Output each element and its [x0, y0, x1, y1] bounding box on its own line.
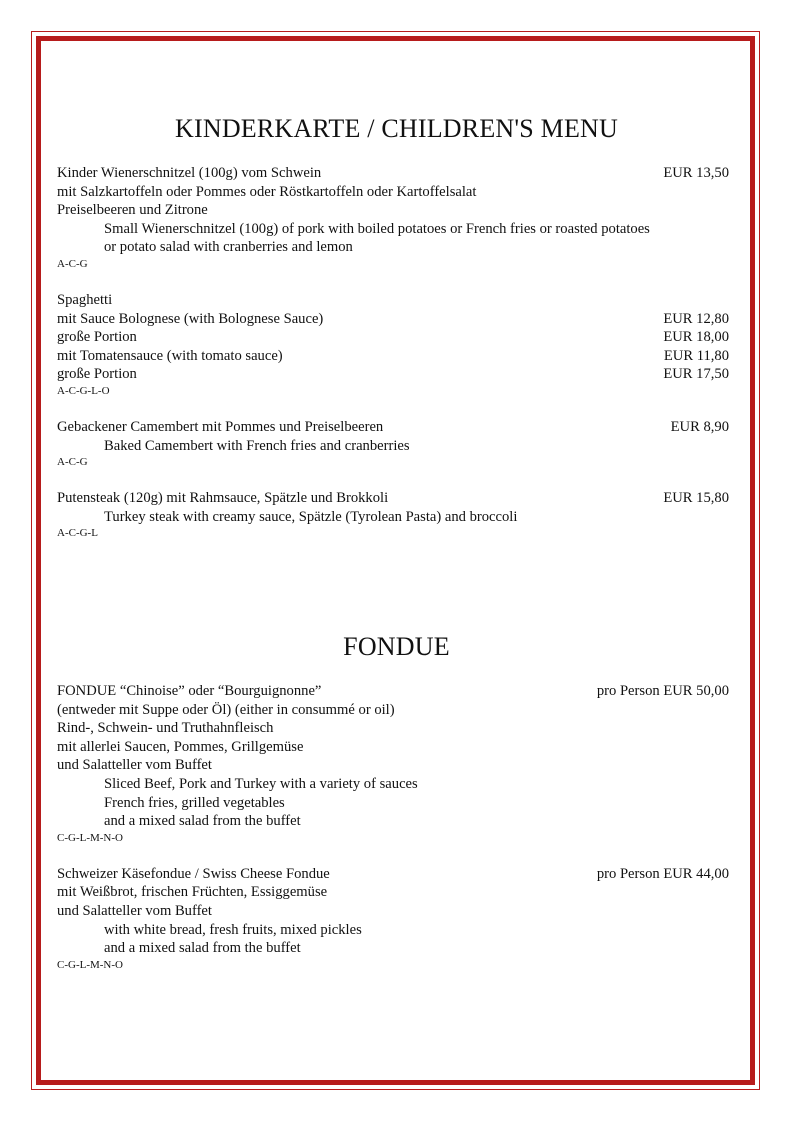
menu-item-translation: Small Wienerschnitzel (100g) of pork with boiled potatoes or French fries or roasted potatoes — [104, 220, 650, 237]
menu-item — [57, 291, 729, 398]
menu-item-text: große Portion — [57, 329, 137, 346]
menu-item-line — [57, 365, 729, 384]
menu-item-line — [57, 756, 729, 775]
menu-item — [57, 682, 729, 845]
menu-item-text: mit Tomatensauce (with tomato sauce) — [57, 347, 283, 364]
menu-item-text: mit Weißbrot, frischen Früchten, Essiggemüse — [57, 884, 328, 901]
menu-item-text: Rind-, Schwein- und Truthahnfleisch — [57, 720, 274, 737]
menu-item-translation: Sliced Beef, Pork and Turkey with a variety of sauces — [104, 775, 418, 792]
menu-item-text: (entweder mit Suppe oder Öl) (either in consummé or oil) — [57, 701, 395, 718]
allergen-codes: C-G-L-M-N-O — [57, 831, 123, 844]
menu-item-text: große Portion — [57, 366, 137, 383]
menu-item-translation: Turkey steak with creamy sauce, Spätzle (Tyrolean Pasta) and broccoli — [104, 508, 518, 525]
menu-item-line — [57, 883, 729, 902]
menu-item-translation: and a mixed salad from the buffet — [104, 813, 301, 830]
kids-menu-title: KINDERKARTE / CHILDREN'S MENU — [175, 114, 618, 143]
menu-item-line — [57, 418, 729, 437]
menu-item-price: EUR 11,80 — [663, 347, 729, 364]
menu-item-text: mit allerlei Saucen, Pommes, Grillgemüse — [57, 738, 304, 755]
allergen-codes: A-C-G-L — [57, 527, 98, 540]
menu-item-text: Gebackener Camembert mit Pommes und Preiselbeeren — [57, 418, 384, 435]
menu-item-line — [57, 738, 729, 757]
fondue-title: FONDUE — [343, 632, 450, 661]
menu-item-translation: French fries, grilled vegetables — [104, 794, 285, 811]
menu-item-text: Putensteak (120g) mit Rahmsauce, Spätzle und Brokkoli — [57, 490, 389, 507]
menu-item-text: FONDUE “Chinoise” oder “Bourguignonne” — [57, 683, 322, 699]
menu-item-price: EUR 8,90 — [670, 418, 729, 435]
menu-item-text: Preiselbeeren und Zitrone — [57, 202, 208, 219]
menu-item-price: pro Person EUR 50,00 — [596, 683, 729, 699]
menu-item-text: Kinder Wienerschnitzel (100g) vom Schwein — [57, 165, 322, 181]
menu-item — [57, 489, 729, 540]
menu-item-line — [57, 902, 729, 921]
menu-item-line — [57, 719, 729, 738]
fondue-section — [57, 682, 729, 992]
menu-item-line — [57, 682, 729, 701]
menu-item-text: Schweizer Käsefondue / Swiss Cheese Fondue — [57, 865, 330, 882]
menu-item-price: EUR 12,80 — [663, 310, 729, 327]
menu-item-line — [57, 310, 729, 329]
menu-item-line — [57, 865, 729, 884]
menu-item-line — [57, 347, 729, 366]
menu-item-text: mit Sauce Bolognese (with Bolognese Sauce) — [57, 310, 324, 327]
menu-item-translation: and a mixed salad from the buffet — [104, 940, 301, 957]
allergen-codes: A-C-G — [57, 257, 88, 270]
menu-item — [57, 865, 729, 972]
menu-item-text: und Salatteller vom Buffet — [57, 902, 212, 919]
menu-item-price: EUR 18,00 — [663, 329, 729, 346]
menu-item-price: EUR 17,50 — [663, 366, 729, 383]
kids-menu-section — [57, 164, 729, 560]
menu-item — [57, 418, 729, 469]
menu-item-text: Spaghetti — [57, 291, 113, 308]
menu-item-text: mit Salzkartoffeln oder Pommes oder Röstkartoffeln oder Kartoffelsalat — [57, 183, 477, 200]
menu-item-line — [57, 701, 729, 720]
menu-item-translation: Baked Camembert with French fries and cranberries — [104, 437, 410, 454]
allergen-codes: C-G-L-M-N-O — [57, 958, 123, 971]
menu-item-line — [57, 201, 729, 220]
menu-item-line — [57, 164, 729, 183]
menu-item-line — [57, 183, 729, 202]
menu-item — [57, 164, 729, 271]
menu-item-price: EUR 13,50 — [663, 165, 729, 181]
menu-item-text: und Salatteller vom Buffet — [57, 757, 212, 774]
allergen-codes: A-C-G-L-O — [57, 384, 110, 397]
menu-item-price: pro Person EUR 44,00 — [596, 865, 729, 882]
menu-item-line — [57, 328, 729, 347]
menu-item-translation: with white bread, fresh fruits, mixed pickles — [104, 921, 362, 938]
menu-item-line — [57, 291, 729, 310]
menu-item-line — [57, 489, 729, 508]
allergen-codes: A-C-G — [57, 456, 88, 469]
menu-item-translation: or potato salad with cranberries and lemon — [104, 239, 353, 256]
menu-item-price: EUR 15,80 — [663, 490, 729, 507]
